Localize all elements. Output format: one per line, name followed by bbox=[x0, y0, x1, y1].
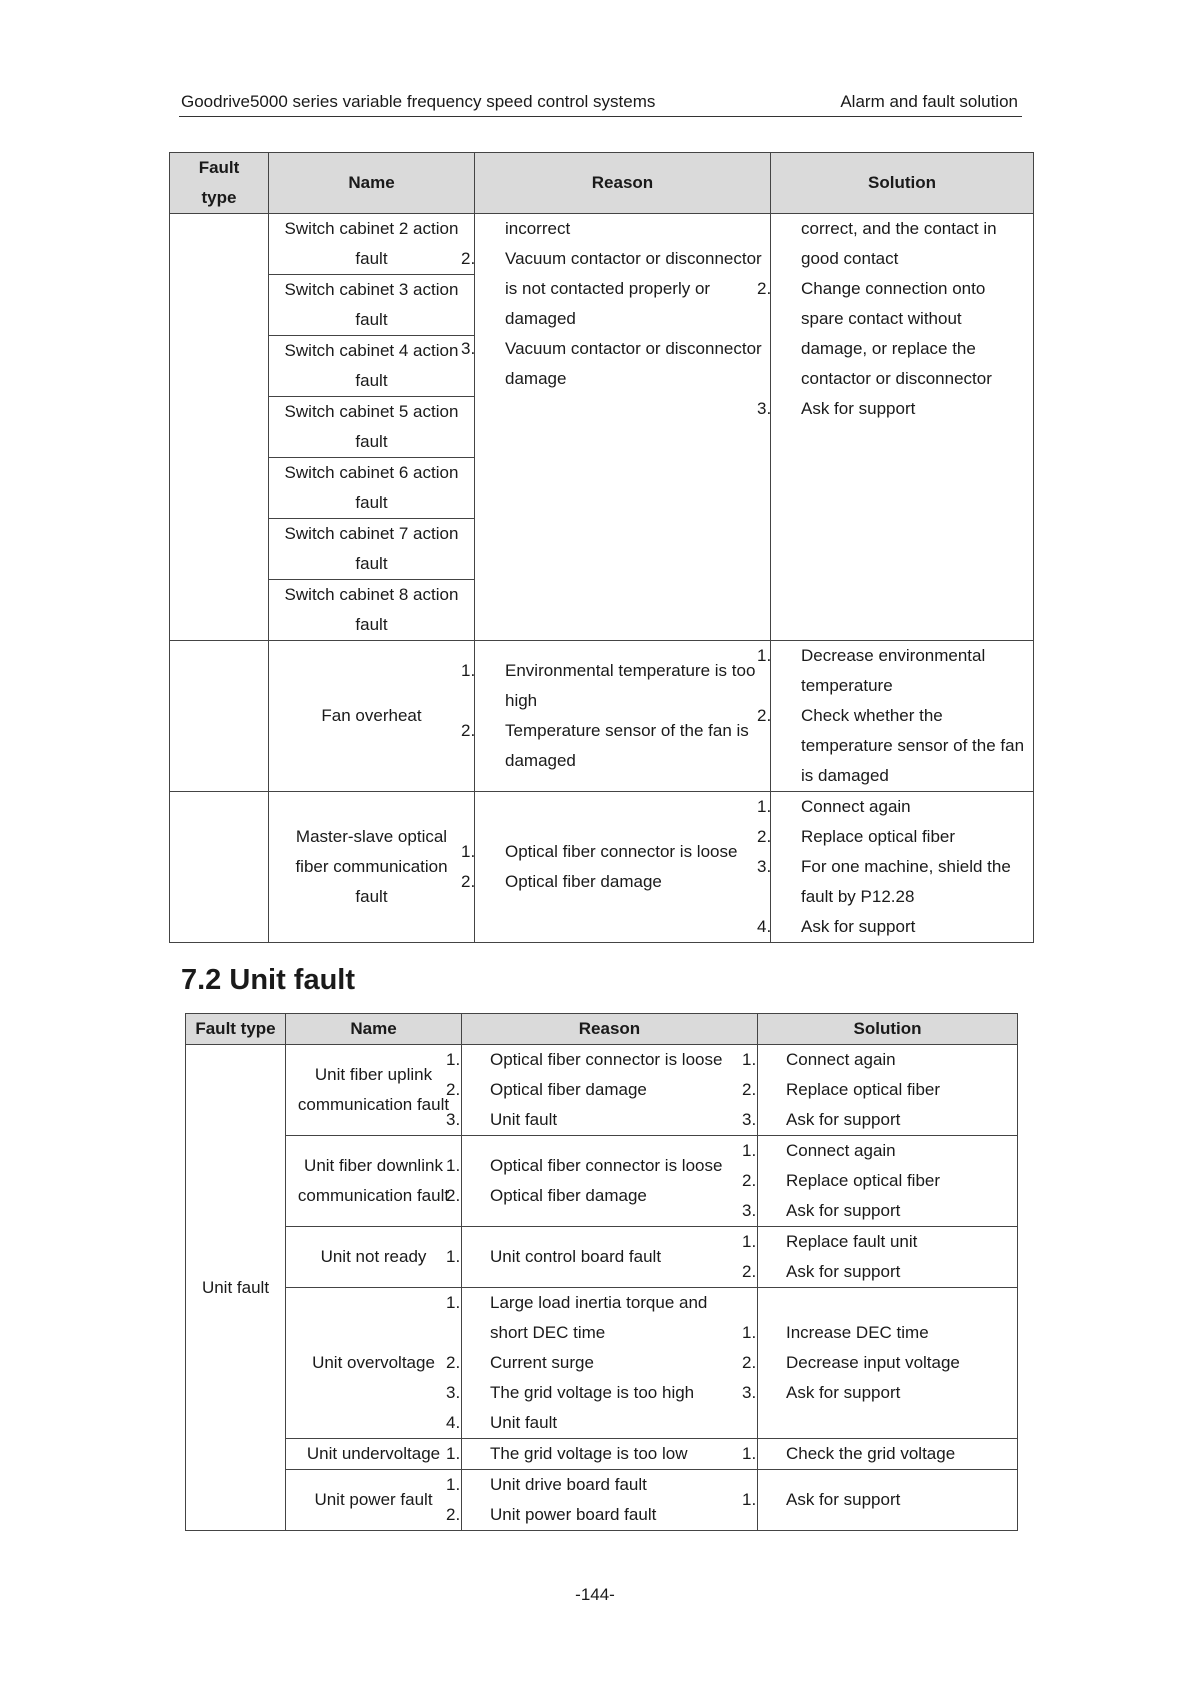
solution-item bbox=[742, 1257, 1009, 1287]
fault-type-cell bbox=[170, 792, 269, 943]
table-row bbox=[186, 1288, 1018, 1439]
item-text: Ask for support bbox=[801, 917, 916, 936]
item-text: For one machine, shield the fault by P12.28 bbox=[801, 857, 1011, 906]
header-title: Goodrive5000 series variable frequency speed control systems bbox=[181, 92, 656, 111]
item-text: Replace optical fiber bbox=[801, 827, 956, 846]
name-line: Unit not ready bbox=[320, 1247, 427, 1266]
name-line: Switch cabinet 7 action bbox=[284, 524, 459, 543]
name-cell bbox=[286, 1470, 462, 1531]
unit-fault-table bbox=[185, 1013, 1018, 1531]
item-number: 3. bbox=[446, 1383, 461, 1402]
item-number: 2. bbox=[742, 1080, 757, 1099]
table-row bbox=[186, 1470, 1018, 1531]
reason-item bbox=[461, 867, 762, 897]
item-number: 2. bbox=[446, 1353, 461, 1372]
item-number: 2. bbox=[461, 249, 476, 268]
item-number: 1. bbox=[742, 1141, 757, 1160]
item-number: 1. bbox=[757, 797, 772, 816]
name-cell bbox=[269, 397, 475, 458]
item-text: Replace fault unit bbox=[786, 1232, 918, 1251]
table-header-row bbox=[186, 1014, 1018, 1045]
name-line: Unit undervoltage bbox=[306, 1444, 441, 1463]
name-cell bbox=[286, 1439, 462, 1470]
header-fault-type-line1: Fault bbox=[198, 158, 240, 177]
reason-cell bbox=[446, 1288, 758, 1439]
solution-item bbox=[742, 1196, 1009, 1226]
solution-item bbox=[742, 1166, 1009, 1196]
reason-item bbox=[446, 1500, 749, 1530]
solution-item bbox=[742, 1136, 1009, 1166]
header-solution: Solution bbox=[771, 153, 1034, 214]
solution-cell bbox=[757, 641, 1034, 792]
reason-item bbox=[461, 656, 762, 716]
table-row bbox=[170, 792, 1034, 943]
name-line: Master-slave optical bbox=[295, 827, 448, 846]
reason-item bbox=[446, 1348, 749, 1378]
item-text: Ask for support bbox=[801, 399, 916, 418]
item-number: 1. bbox=[757, 646, 772, 665]
solution-item bbox=[757, 641, 1025, 701]
solution-item bbox=[742, 1075, 1009, 1105]
reason-item bbox=[446, 1288, 749, 1348]
item-number: 2. bbox=[742, 1353, 757, 1372]
item-number: 2. bbox=[461, 721, 476, 740]
name-cell bbox=[269, 580, 475, 641]
item-text: Replace optical fiber bbox=[786, 1171, 941, 1190]
solution-cell bbox=[742, 1045, 1018, 1136]
solution-cell bbox=[742, 1227, 1018, 1288]
solution-cell bbox=[742, 1470, 1018, 1531]
name-line: fault bbox=[355, 615, 388, 634]
header-solution: Solution bbox=[758, 1014, 1018, 1045]
item-text: Change connection onto spare contact without damage, or replace the contactor or disconnector bbox=[801, 279, 992, 388]
header-reason: Reason bbox=[475, 153, 771, 214]
header-name: Name bbox=[269, 153, 475, 214]
item-number: 1. bbox=[742, 1323, 757, 1342]
solution-cell bbox=[757, 792, 1034, 943]
name-line: Switch cabinet 8 action bbox=[284, 585, 459, 604]
reason-item bbox=[446, 1151, 749, 1181]
solution-item bbox=[779, 214, 1025, 274]
item-number: 3. bbox=[461, 339, 476, 358]
item-text: Decrease input voltage bbox=[786, 1353, 960, 1372]
header-name: Name bbox=[286, 1014, 462, 1045]
name-line: Switch cabinet 5 action bbox=[284, 402, 459, 421]
item-text: Ask for support bbox=[786, 1201, 901, 1220]
item-text: Optical fiber connector is loose bbox=[490, 1050, 723, 1069]
reason-item bbox=[446, 1075, 749, 1105]
solution-item bbox=[757, 792, 1025, 822]
item-number: 2. bbox=[742, 1262, 757, 1281]
reason-item bbox=[461, 716, 762, 776]
reason-cell bbox=[446, 1439, 758, 1470]
item-text: Environmental temperature is too high bbox=[505, 661, 756, 710]
item-number: 1. bbox=[446, 1475, 461, 1494]
item-number: 3. bbox=[446, 1110, 461, 1129]
item-text: Replace optical fiber bbox=[786, 1080, 941, 1099]
header-fault-type bbox=[170, 153, 269, 214]
item-text: Ask for support bbox=[786, 1383, 901, 1402]
item-number: 3. bbox=[757, 399, 772, 418]
reason-item bbox=[461, 334, 762, 394]
table-row bbox=[186, 1227, 1018, 1288]
table-row bbox=[186, 1439, 1018, 1470]
name-line: fault bbox=[355, 310, 388, 329]
item-number: 1. bbox=[742, 1490, 757, 1509]
name-cell bbox=[286, 1288, 462, 1439]
name-cell bbox=[269, 336, 475, 397]
item-number: 2. bbox=[446, 1505, 461, 1524]
item-number: 4. bbox=[757, 917, 772, 936]
name-line: Switch cabinet 4 action bbox=[284, 341, 459, 360]
item-text: Check whether the temperature sensor of the fan is damaged bbox=[801, 706, 1025, 785]
item-number: 1. bbox=[742, 1232, 757, 1251]
solution-item bbox=[757, 822, 1025, 852]
solution-cell bbox=[742, 1439, 1018, 1470]
reason-item bbox=[446, 1105, 749, 1135]
reason-item bbox=[446, 1045, 749, 1075]
item-number: 1. bbox=[742, 1050, 757, 1069]
name-line: fault bbox=[355, 554, 388, 573]
item-number: 1. bbox=[446, 1156, 461, 1175]
item-number: 3. bbox=[742, 1383, 757, 1402]
item-text: Ask for support bbox=[786, 1262, 901, 1281]
solution-item bbox=[742, 1439, 1009, 1469]
item-text: Unit control board fault bbox=[490, 1247, 662, 1266]
item-text: Optical fiber connector is loose bbox=[505, 842, 738, 861]
item-number: 1. bbox=[461, 842, 476, 861]
item-text: Optical fiber connector is loose bbox=[490, 1156, 723, 1175]
solution-item bbox=[757, 274, 1025, 394]
table-row bbox=[186, 1045, 1018, 1136]
reason-item bbox=[446, 1181, 749, 1211]
solution-item bbox=[742, 1378, 1009, 1408]
name-cell bbox=[269, 214, 475, 275]
name-cell bbox=[269, 792, 475, 943]
header-reason: Reason bbox=[462, 1014, 758, 1045]
header-section: Alarm and fault solution bbox=[840, 92, 1018, 111]
solution-item bbox=[757, 912, 1025, 942]
reason-item bbox=[446, 1408, 749, 1438]
fault-type-cell: Unit fault bbox=[186, 1045, 286, 1531]
solution-item bbox=[757, 394, 1025, 424]
name-line: communication fault bbox=[297, 1095, 450, 1114]
header-rule bbox=[179, 116, 1022, 117]
item-text: Decrease environmental temperature bbox=[801, 646, 986, 695]
item-text: Connect again bbox=[801, 797, 911, 816]
solution-cell bbox=[742, 1136, 1018, 1227]
item-text: Optical fiber damage bbox=[505, 872, 662, 891]
page-number: -144- bbox=[575, 1585, 615, 1604]
solution-item bbox=[757, 701, 1025, 791]
name-cell bbox=[286, 1136, 462, 1227]
name-cell bbox=[286, 1045, 462, 1136]
item-text: Check the grid voltage bbox=[786, 1444, 956, 1463]
fault-type-cell bbox=[170, 641, 269, 792]
item-text: Unit drive board fault bbox=[490, 1475, 647, 1494]
solution-cell bbox=[742, 1288, 1018, 1439]
name-line: Unit power fault bbox=[314, 1490, 433, 1509]
item-text: Ask for support bbox=[786, 1490, 901, 1509]
name-line: fault bbox=[355, 371, 388, 390]
name-cell: Fan overheat bbox=[269, 641, 475, 792]
name-line: Switch cabinet 2 action bbox=[284, 219, 459, 238]
name-cell bbox=[269, 519, 475, 580]
item-number: 1. bbox=[446, 1247, 461, 1266]
item-number: 2. bbox=[742, 1171, 757, 1190]
solution-item bbox=[742, 1348, 1009, 1378]
item-text: Ask for support bbox=[786, 1110, 901, 1129]
name-cell bbox=[269, 275, 475, 336]
item-number: 3. bbox=[742, 1201, 757, 1220]
name-line: fiber communication bbox=[295, 857, 448, 876]
item-number: 3. bbox=[742, 1110, 757, 1129]
reason-cell bbox=[446, 1136, 758, 1227]
table-row bbox=[170, 641, 1034, 792]
reason-item bbox=[446, 1470, 749, 1500]
solution-item bbox=[742, 1045, 1009, 1075]
reason-cell bbox=[446, 1470, 758, 1531]
item-text: Vacuum contactor or disconnector damage bbox=[505, 339, 762, 388]
item-number: 1. bbox=[742, 1444, 757, 1463]
item-text: Connect again bbox=[786, 1141, 896, 1160]
reason-item bbox=[446, 1439, 749, 1469]
table-row bbox=[186, 1136, 1018, 1227]
item-number: 1. bbox=[446, 1444, 461, 1463]
solution-cell bbox=[757, 214, 1034, 641]
item-number: 2. bbox=[757, 706, 772, 725]
reason-cell bbox=[461, 641, 771, 792]
section-title: 7.2 Unit fault bbox=[181, 964, 356, 996]
reason-item bbox=[446, 1378, 749, 1408]
table-header-row bbox=[170, 153, 1034, 214]
name-line: Switch cabinet 6 action bbox=[284, 463, 459, 482]
item-text: The grid voltage is too high bbox=[490, 1383, 695, 1402]
name-line: Unit overvoltage bbox=[312, 1353, 435, 1372]
header-fault-type: Fault type bbox=[186, 1014, 286, 1045]
table-row bbox=[170, 214, 1034, 275]
solution-item bbox=[742, 1485, 1009, 1515]
name-line: fault bbox=[355, 887, 388, 906]
fault-type-cell bbox=[170, 214, 269, 641]
item-text: Increase DEC time bbox=[786, 1323, 929, 1342]
item-text: Current surge bbox=[490, 1353, 594, 1372]
name-line: Unit fiber downlink bbox=[304, 1156, 443, 1175]
reason-cell bbox=[461, 792, 771, 943]
reason-cell bbox=[446, 1045, 758, 1136]
item-number: 2. bbox=[757, 279, 772, 298]
item-number: 2. bbox=[446, 1186, 461, 1205]
name-line: fault bbox=[355, 249, 388, 268]
item-number: 2. bbox=[446, 1080, 461, 1099]
item-text: Unit fault bbox=[490, 1413, 558, 1432]
name-line: communication fault bbox=[297, 1186, 450, 1205]
item-text: correct, and the contact in good contact bbox=[801, 219, 997, 268]
item-text: Connect again bbox=[786, 1050, 896, 1069]
name-cell bbox=[269, 458, 475, 519]
item-number: 1. bbox=[446, 1293, 461, 1312]
item-number: 1. bbox=[446, 1050, 461, 1069]
reason-item bbox=[446, 1242, 749, 1272]
item-text: incorrect bbox=[505, 219, 571, 238]
item-number: 4. bbox=[446, 1413, 461, 1432]
reason-cell bbox=[461, 214, 771, 641]
name-cell bbox=[286, 1227, 462, 1288]
name-line: fault bbox=[355, 493, 388, 512]
solution-item bbox=[757, 852, 1025, 912]
item-text: Temperature sensor of the fan is damaged bbox=[505, 721, 749, 770]
fault-table-continued bbox=[169, 152, 1034, 943]
reason-item bbox=[461, 837, 762, 867]
item-number: 1. bbox=[461, 661, 476, 680]
header-fault-type-line2: type bbox=[201, 188, 237, 207]
item-text: Unit fault bbox=[490, 1110, 558, 1129]
solution-item bbox=[742, 1318, 1009, 1348]
name-line: fault bbox=[355, 432, 388, 451]
solution-item bbox=[742, 1105, 1009, 1135]
item-text: The grid voltage is too low bbox=[490, 1444, 688, 1463]
item-number: 2. bbox=[461, 872, 476, 891]
solution-item bbox=[742, 1227, 1009, 1257]
name-line: Switch cabinet 3 action bbox=[284, 280, 459, 299]
item-number: 2. bbox=[757, 827, 772, 846]
item-text: Large load inertia torque and short DEC time bbox=[490, 1293, 708, 1342]
reason-cell bbox=[446, 1227, 758, 1288]
name-line: Unit fiber uplink bbox=[314, 1065, 433, 1084]
reason-item bbox=[461, 244, 762, 334]
item-text: Vacuum contactor or disconnector is not contacted properly or damaged bbox=[505, 249, 762, 328]
item-text: Optical fiber damage bbox=[490, 1080, 647, 1099]
item-number: 3. bbox=[757, 857, 772, 876]
item-text: Optical fiber damage bbox=[490, 1186, 647, 1205]
item-text: Unit power board fault bbox=[490, 1505, 657, 1524]
reason-item bbox=[483, 214, 762, 244]
